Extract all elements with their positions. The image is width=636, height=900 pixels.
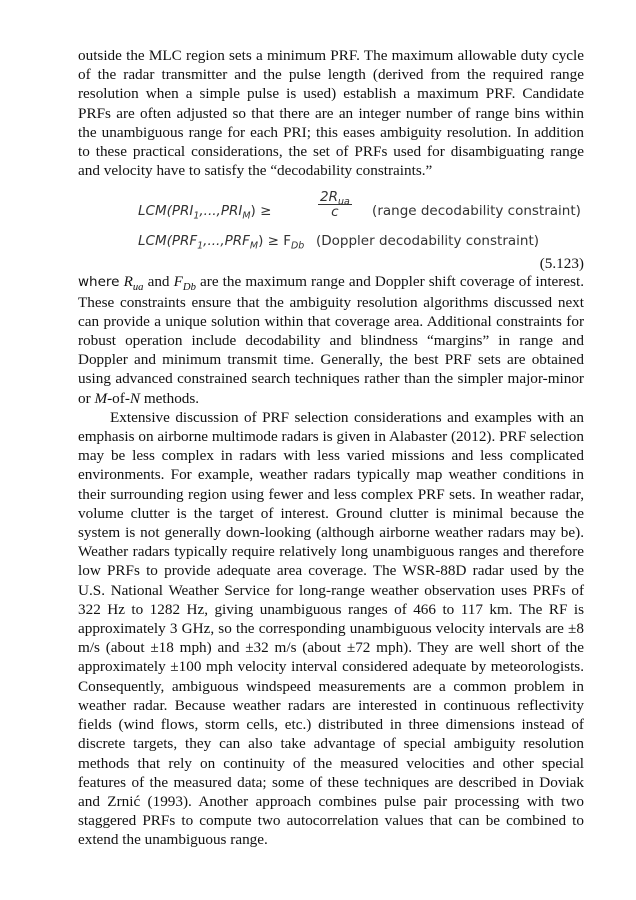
- equation-5-123: [78, 189, 584, 273]
- document-page: [78, 46, 584, 850]
- doppler-decodability-equation: $LCM(PRF_1,...,PRF_M) \ge F_{Db}$ (Doppler decodability constraint): [138, 233, 540, 253]
- paragraph-prf-constraints: outside the MLC region sets a minimum PRF. The maximum allowable duty cycle of the radar transmitter and the pulse length (derived from the required range resolution when a simple pulse is used) establish a maximum PRF. Candidate PRFs are often adjusted so that there are an integer number of range bins within the unambiguous range for each PRI; this eases ambiguity resolution. In addition to these practical considerations, the set of PRFs used for disambiguating range and velocity have to satisfy the “decodability constraints.”: [78, 47, 584, 180]
- equation-number: (5.123): [539, 255, 584, 273]
- doppler-constraint-label: (Doppler decodability constraint): [316, 233, 540, 250]
- range-decodability-equation: $LCM(PRI_1,...,PRI_M)$ ≥ $\frac{2R_{ua}}{c}$ (range decodability constraint): [138, 189, 581, 222]
- paragraph-where: where $R_{ua}$ and $F_{Db}$ are the maximum range and Doppler shift coverage of interest. These constraints ensure that the ambiguity resolution algorithms discussed next can provide a unique solution within that coverage area. Additional constraints for robust operation include decodability and blindness “margins” in range and Doppler and minimum transmit time. Generally, the best PRF sets are obtained using advanced constrained search techniques rather than the simpler major-minor or M-of-N methods.: [78, 273, 585, 407]
- range-fraction: $\frac{2R_{ua}}{c}$: [320, 189, 350, 221]
- paragraph-weather-radar: Extensive discussion of PRF selection considerations and examples with an emphasis on airborne multimode radars is given in Alabaster (2012). PRF selection may be less complex in radars with less varied missions and less complicated environments. For example, weather radars typically map weather conditions in their surrounding region using fewer and less complex PRF sets. In weather radar, volume clutter is the target of interest. Ground clutter is minimal because the system is not generally down-looking (although airborne weather radars may be). Weather radars typically require relatively long unambiguous ranges and therefore low PRFs to provide adequate area coverage. The WSR-88D radar used by the U.S. National Weather Service for long-range weather observation uses PRFs of 322 Hz to 1282 Hz, giving unambiguous ranges of 466 to 117 km. The RF is approximately 3 GHz, so the corresponding unambiguous velocity intervals are ±8 m/s (about ±18 mph) and ±32 m/s (about ±72 mph). They are well short of the approximately ±100 mph velocity interval considered adequate by meteorologists. Consequently, ambiguous windspeed measurements are a common problem in weather radar. Because weather radars are interested in continuous reflectivity fields (wind flows, storm cells, etc.) distributed in three dimensions instead of discrete targets, they can also take advantage of special ambiguity resolution methods that rely on continuity of the measured velocities and other special features of the measured data; some of these techniques are described in Doviak and Zrnić (1993). Another approach combines pulse pair processing with two staggered PRFs to compute two autocorrelation values that can be combined to extend the unambiguous range.: [78, 408, 584, 849]
- range-constraint-label: (range decodability constraint): [372, 202, 581, 219]
